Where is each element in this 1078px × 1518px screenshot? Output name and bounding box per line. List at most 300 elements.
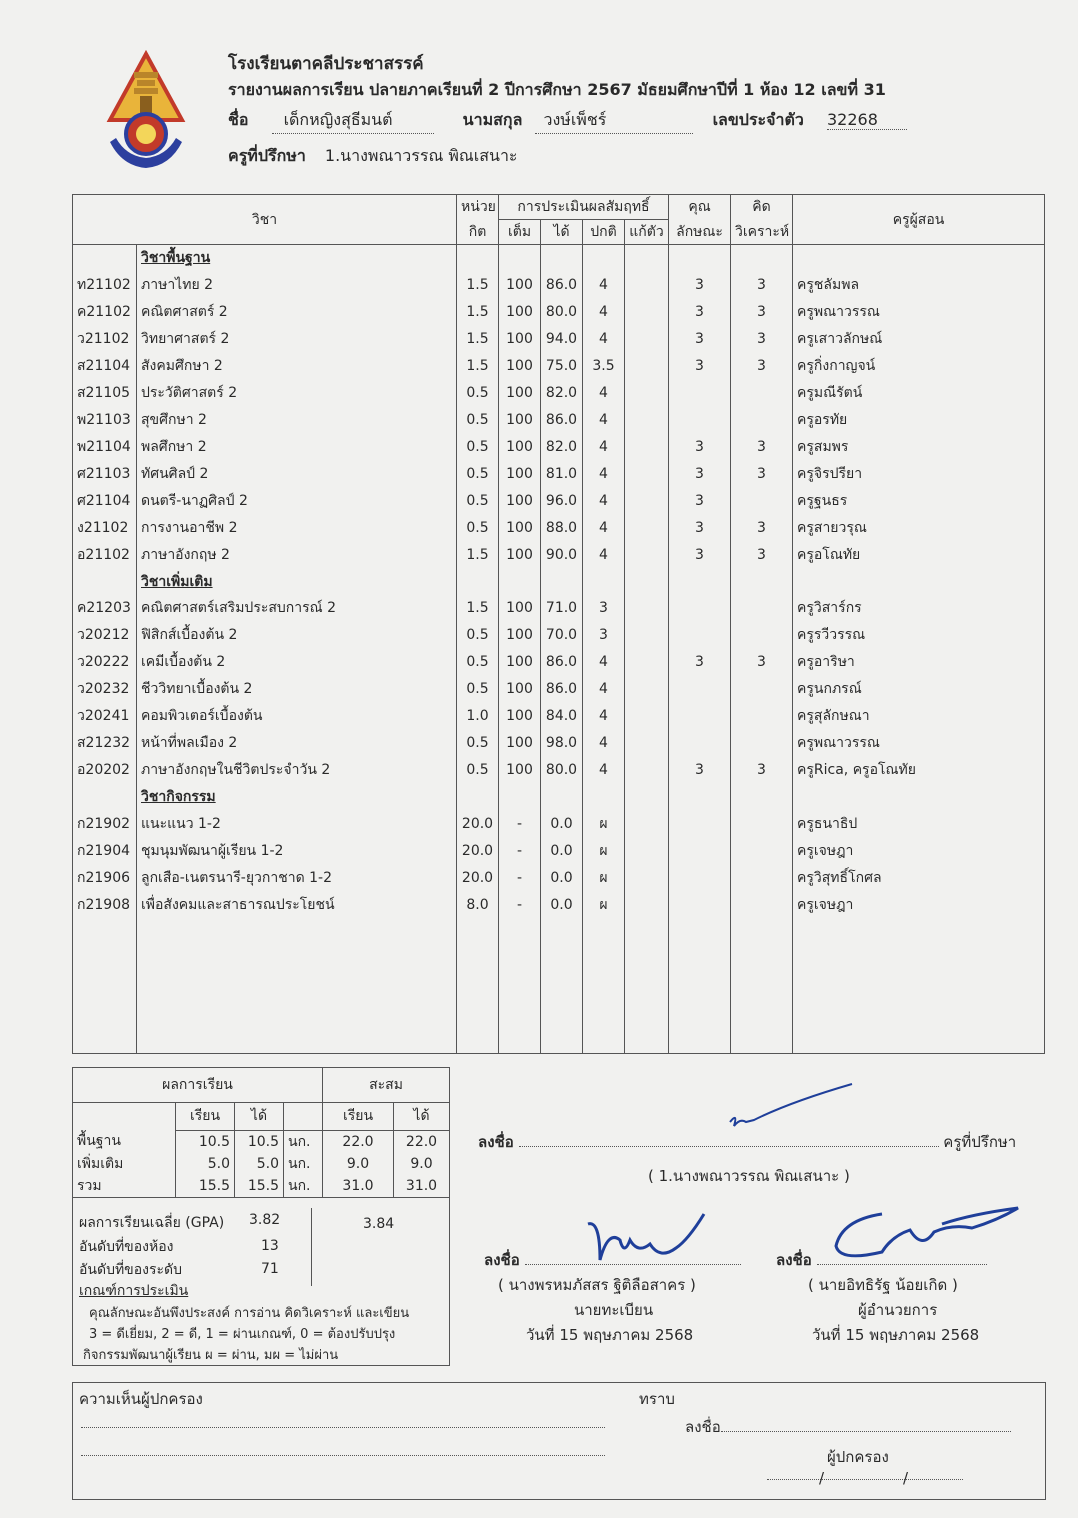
got-score: 90.0 xyxy=(541,541,583,568)
gpa-value: 3.82 xyxy=(249,1212,281,1228)
rank-room-value: 13 xyxy=(261,1238,279,1254)
table-row xyxy=(73,299,1045,326)
character-score xyxy=(669,380,731,407)
table-row xyxy=(73,649,1045,676)
teacher-name: ครูวิสุทธิ์โกศล xyxy=(793,864,1045,891)
got-score: 98.0 xyxy=(541,730,583,757)
character-score: 3 xyxy=(669,649,731,676)
character-score: 3 xyxy=(669,326,731,353)
grade: 4 xyxy=(583,460,625,487)
subject-name: คณิตศาสตร์ 2 xyxy=(137,299,457,326)
summary-row-basic: พื้นฐาน 10.5 10.5 นก. 22.0 22.0 xyxy=(73,1130,449,1153)
credit: 1.5 xyxy=(457,595,499,622)
header-got: ได้ xyxy=(541,220,583,245)
thinking-score xyxy=(731,676,793,703)
fix-grade xyxy=(625,864,669,891)
character-score xyxy=(669,864,731,891)
director-role: ผู้อำนวยการ xyxy=(858,1301,938,1319)
advisor-name: ( 1.นางพณาวรรณ พิณเสนาะ ) xyxy=(648,1167,850,1185)
teacher-name: ครูกิ่งกาญจน์ xyxy=(793,353,1045,380)
subject-code: ศ21104 xyxy=(73,487,137,514)
credit: 1.5 xyxy=(457,353,499,380)
header-credit-2: กิต xyxy=(457,220,499,245)
header-fix: แก้ตัว xyxy=(625,220,669,245)
thinking-score: 3 xyxy=(731,326,793,353)
got-score: 84.0 xyxy=(541,703,583,730)
credit: 0.5 xyxy=(457,649,499,676)
grade: ผ xyxy=(583,864,625,891)
table-row xyxy=(73,433,1045,460)
subject-name: ประวัติศาสตร์ 2 xyxy=(137,380,457,407)
table-row xyxy=(73,703,1045,730)
character-score: 3 xyxy=(669,433,731,460)
fix-grade xyxy=(625,460,669,487)
subject-name: ฟิสิกส์เบื้องต้น 2 xyxy=(137,622,457,649)
table-row xyxy=(73,380,1045,407)
director-signature-line: ลงชื่อ xyxy=(776,1248,987,1272)
subject-code: ศ21103 xyxy=(73,460,137,487)
got-score: 88.0 xyxy=(541,514,583,541)
teacher-name: ครูฐนธร xyxy=(793,487,1045,514)
subject-code: ส21105 xyxy=(73,380,137,407)
grade: 4 xyxy=(583,649,625,676)
thinking-score xyxy=(731,810,793,837)
header-normal: ปกติ xyxy=(583,220,625,245)
fix-grade xyxy=(625,595,669,622)
teacher-name: ครูสุลักษณา xyxy=(793,703,1045,730)
subject-code: ว21102 xyxy=(73,326,137,353)
director-date: วันที่ 15 พฤษภาคม 2568 xyxy=(812,1326,980,1344)
grade: 4 xyxy=(583,433,625,460)
grades-table xyxy=(72,194,1045,1054)
header-credit: หน่วย xyxy=(457,195,499,220)
credit: 8.0 xyxy=(457,891,499,918)
thinking-score xyxy=(731,703,793,730)
got-score: 70.0 xyxy=(541,622,583,649)
fix-grade xyxy=(625,810,669,837)
teacher-name: ครูนกภรณ์ xyxy=(793,676,1045,703)
grade: ผ xyxy=(583,837,625,864)
school-name: โรงเรียนตาคลีประชาสรรค์ xyxy=(228,54,424,74)
full-score: 100 xyxy=(499,460,541,487)
credit: 20.0 xyxy=(457,864,499,891)
full-score: 100 xyxy=(499,514,541,541)
section-title: วิชาพื้นฐาน xyxy=(137,245,457,272)
subject-code: ว20212 xyxy=(73,622,137,649)
empty-row xyxy=(73,918,1045,945)
fix-grade xyxy=(625,272,669,299)
character-score: 3 xyxy=(669,460,731,487)
got-score: 0.0 xyxy=(541,864,583,891)
subject-code: ก21906 xyxy=(73,864,137,891)
subject-code: ก21908 xyxy=(73,891,137,918)
full-score: 100 xyxy=(499,433,541,460)
subject-name: แนะแนว 1-2 xyxy=(137,810,457,837)
character-score xyxy=(669,837,731,864)
subject-name: ชีววิทยาเบื้องต้น 2 xyxy=(137,676,457,703)
table-row xyxy=(73,864,1045,891)
advisor-label: ครูที่ปรึกษา xyxy=(228,146,306,165)
fix-grade xyxy=(625,622,669,649)
got-score: 82.0 xyxy=(541,433,583,460)
full-score: - xyxy=(499,810,541,837)
summary-row-extra: เพิ่มเติม 5.0 5.0 นก. 9.0 9.0 xyxy=(73,1153,449,1175)
thinking-score xyxy=(731,864,793,891)
teacher-name: ครูมณีรัตน์ xyxy=(793,380,1045,407)
section-row xyxy=(73,783,1045,810)
credit: 1.0 xyxy=(457,703,499,730)
got-score: 96.0 xyxy=(541,487,583,514)
teacher-name: ครูพณาวรรณ xyxy=(793,730,1045,757)
summary-h-study: เรียน xyxy=(176,1102,235,1130)
character-score: 3 xyxy=(669,514,731,541)
parent-role: ผู้ปกครอง xyxy=(827,1448,889,1466)
surname-value: วงษ์เพ็ชร์ xyxy=(535,108,693,134)
thinking-score: 3 xyxy=(731,649,793,676)
summary-accum-title: สะสม xyxy=(323,1068,450,1102)
subject-code: อ21102 xyxy=(73,541,137,568)
table-row xyxy=(73,460,1045,487)
fix-grade xyxy=(625,757,669,784)
grade: 4 xyxy=(583,703,625,730)
header-full: เต็ม xyxy=(499,220,541,245)
thinking-score: 3 xyxy=(731,757,793,784)
full-score: 100 xyxy=(499,622,541,649)
section-title: วิชาเพิ่มเติม xyxy=(137,568,457,595)
thinking-score: 3 xyxy=(731,272,793,299)
subject-name: เคมีเบื้องต้น 2 xyxy=(137,649,457,676)
empty-row xyxy=(73,972,1045,999)
fix-grade xyxy=(625,649,669,676)
thinking-score xyxy=(731,595,793,622)
header-thinking-2: วิเคราะห์ xyxy=(731,220,793,245)
credit: 1.5 xyxy=(457,272,499,299)
grade: 4 xyxy=(583,541,625,568)
advisor-signature-line: ลงชื่อ ครูที่ปรึกษา xyxy=(478,1133,1017,1151)
header-subject: วิชา xyxy=(73,195,457,245)
got-score: 80.0 xyxy=(541,757,583,784)
teacher-name: ครูอโณทัย xyxy=(793,541,1045,568)
gpa-label: ผลการเรียนเฉลี่ย (GPA) xyxy=(79,1215,225,1231)
character-score xyxy=(669,730,731,757)
fix-grade xyxy=(625,730,669,757)
subject-name: ภาษาอังกฤษ 2 xyxy=(137,541,457,568)
summary-h-study-accum: เรียน xyxy=(323,1102,394,1130)
fix-grade xyxy=(625,541,669,568)
summary-row-total: รวม 15.5 15.5 นก. 31.0 31.0 xyxy=(73,1175,449,1198)
grade: 4 xyxy=(583,299,625,326)
table-row xyxy=(73,487,1045,514)
character-score xyxy=(669,595,731,622)
subject-code: ค21203 xyxy=(73,595,137,622)
full-score: 100 xyxy=(499,407,541,434)
credit: 20.0 xyxy=(457,810,499,837)
grade: 4 xyxy=(583,407,625,434)
subject-name: ภาษาอังกฤษในชีวิตประจำวัน 2 xyxy=(137,757,457,784)
got-score: 71.0 xyxy=(541,595,583,622)
table-row xyxy=(73,676,1045,703)
character-score: 3 xyxy=(669,757,731,784)
credit: 0.5 xyxy=(457,676,499,703)
grade: ผ xyxy=(583,891,625,918)
criteria-title: เกณฑ์การประเมิน xyxy=(79,1283,189,1299)
subject-code: ว20241 xyxy=(73,703,137,730)
school-logo xyxy=(104,50,188,174)
teacher-name: ครูอาริษา xyxy=(793,649,1045,676)
advisor-value: 1.นางพณาวรรณ พิณเสนาะ xyxy=(324,146,518,165)
header-character-2: ลักษณะ xyxy=(669,220,731,245)
grade: 4 xyxy=(583,757,625,784)
got-score: 86.0 xyxy=(541,649,583,676)
thinking-score: 3 xyxy=(731,460,793,487)
grade: 3 xyxy=(583,595,625,622)
table-row xyxy=(73,541,1045,568)
credit: 0.5 xyxy=(457,380,499,407)
advisor-line xyxy=(228,144,518,169)
subject-code: ส21104 xyxy=(73,353,137,380)
got-score: 0.0 xyxy=(541,891,583,918)
registrar-role: นายทะเบียน xyxy=(574,1301,654,1319)
grade: 4 xyxy=(583,380,625,407)
fix-grade xyxy=(625,514,669,541)
thinking-score: 3 xyxy=(731,433,793,460)
fix-grade xyxy=(625,380,669,407)
subject-code: ท21102 xyxy=(73,272,137,299)
character-score: 3 xyxy=(669,541,731,568)
character-score xyxy=(669,676,731,703)
subject-name: ทัศนศิลป์ 2 xyxy=(137,460,457,487)
table-row xyxy=(73,514,1045,541)
empty-row xyxy=(73,1026,1045,1054)
director-name: ( นายอิทธิรัฐ น้อยเกิด ) xyxy=(808,1276,958,1294)
got-score: 80.0 xyxy=(541,299,583,326)
fix-grade xyxy=(625,487,669,514)
full-score: 100 xyxy=(499,380,541,407)
subject-name: สุขศึกษา 2 xyxy=(137,407,457,434)
subject-code: ค21102 xyxy=(73,299,137,326)
credit: 1.5 xyxy=(457,326,499,353)
character-score: 3 xyxy=(669,272,731,299)
teacher-name: ครูเจษฎา xyxy=(793,891,1045,918)
table-row xyxy=(73,810,1045,837)
full-score: 100 xyxy=(499,730,541,757)
grade: 3.5 xyxy=(583,353,625,380)
criteria-line-1: คุณลักษณะอันพึงประสงค์ การอ่าน คิดวิเคราะห์ และเขียน xyxy=(89,1306,410,1321)
parent-opinion-label: ความเห็นผู้ปกครอง xyxy=(79,1390,203,1408)
credit: 0.5 xyxy=(457,730,499,757)
parent-signature-line: ลงชื่อ xyxy=(685,1415,1011,1439)
thinking-score xyxy=(731,407,793,434)
subject-name: ชุมนุมพัฒนาผู้เรียน 1-2 xyxy=(137,837,457,864)
thinking-score: 3 xyxy=(731,353,793,380)
fix-grade xyxy=(625,433,669,460)
credit: 1.5 xyxy=(457,299,499,326)
grade: 4 xyxy=(583,326,625,353)
credit: 1.5 xyxy=(457,541,499,568)
summary-h-got-accum: ได้ xyxy=(394,1102,450,1130)
section-title: วิชากิจกรรม xyxy=(137,783,457,810)
full-score: 100 xyxy=(499,703,541,730)
thinking-score: 3 xyxy=(731,514,793,541)
table-row xyxy=(73,622,1045,649)
header-teacher: ครูผู้สอน xyxy=(793,195,1045,245)
subject-code: ส21232 xyxy=(73,730,137,757)
credit: 20.0 xyxy=(457,837,499,864)
grade: ผ xyxy=(583,810,625,837)
thinking-score xyxy=(731,487,793,514)
table-row xyxy=(73,595,1045,622)
character-score: 3 xyxy=(669,299,731,326)
table-row xyxy=(73,837,1045,864)
credit: 0.5 xyxy=(457,514,499,541)
advisor-role: ครูที่ปรึกษา xyxy=(943,1133,1017,1151)
thinking-score: 3 xyxy=(731,299,793,326)
table-row xyxy=(73,407,1045,434)
section-row xyxy=(73,245,1045,272)
got-score: 0.0 xyxy=(541,810,583,837)
teacher-name: ครูจิรปรียา xyxy=(793,460,1045,487)
grade: 4 xyxy=(583,487,625,514)
summary-result-title: ผลการเรียน xyxy=(73,1068,323,1102)
name-label: ชื่อ xyxy=(228,110,249,129)
header-thinking: คิด xyxy=(731,195,793,220)
registrar-signature-mark xyxy=(580,1210,710,1270)
student-id-label: เลขประจำตัว xyxy=(712,110,804,129)
subject-name: วิทยาศาสตร์ 2 xyxy=(137,326,457,353)
subject-name: ลูกเสือ-เนตรนารี-ยุวกาชาด 1-2 xyxy=(137,864,457,891)
name-value: เด็กหญิงสุธีมนต์ xyxy=(272,108,434,134)
subject-code: ว20232 xyxy=(73,676,137,703)
got-score: 82.0 xyxy=(541,380,583,407)
full-score: 100 xyxy=(499,676,541,703)
full-score: 100 xyxy=(499,541,541,568)
full-score: 100 xyxy=(499,272,541,299)
credit: 0.5 xyxy=(457,460,499,487)
report-title: รายงานผลการเรียน ปลายภาคเรียนที่ 2 ปีการศึกษา 2567 มัธยมศึกษาปีที่ 1 ห้อง 12 เลขที่ 31 xyxy=(228,80,886,99)
credit: 0.5 xyxy=(457,487,499,514)
rank-room-label: อันดับที่ของห้อง xyxy=(79,1239,174,1255)
teacher-name: ครูRica, ครูอโณทัย xyxy=(793,757,1045,784)
fix-grade xyxy=(625,676,669,703)
empty-row xyxy=(73,999,1045,1026)
subject-code: พ21103 xyxy=(73,407,137,434)
fix-grade xyxy=(625,326,669,353)
rank-level-label: อันดับที่ของระดับ xyxy=(79,1262,183,1278)
character-score xyxy=(669,703,731,730)
grade: 4 xyxy=(583,676,625,703)
subject-code: อ20202 xyxy=(73,757,137,784)
grade: 4 xyxy=(583,514,625,541)
full-score: 100 xyxy=(499,487,541,514)
full-score: - xyxy=(499,864,541,891)
table-row xyxy=(73,730,1045,757)
criteria-line-3: กิจกรรมพัฒนาผู้เรียน ผ = ผ่าน, มผ = ไม่ผ่าน xyxy=(83,1348,339,1363)
teacher-name: ครูเจษฎา xyxy=(793,837,1045,864)
summary-credits-table xyxy=(73,1068,449,1198)
header-character: คุณ xyxy=(669,195,731,220)
subject-name: คณิตศาสตร์เสริมประสบการณ์ 2 xyxy=(137,595,457,622)
parent-opinion-box: ความเห็นผู้ปกครอง ทราบ ลงชื่อ ผู้ปกครอง / / xyxy=(72,1382,1046,1500)
subject-name: เพื่อสังคมและสาธารณประโยชน์ xyxy=(137,891,457,918)
character-score xyxy=(669,622,731,649)
surname-label: นามสกุล xyxy=(462,110,523,129)
director-signature-mark xyxy=(822,1200,1022,1270)
credit: 0.5 xyxy=(457,407,499,434)
got-score: 0.0 xyxy=(541,837,583,864)
empty-row xyxy=(73,945,1045,972)
full-score: 100 xyxy=(499,326,541,353)
thinking-score xyxy=(731,622,793,649)
teacher-name: ครูสมพร xyxy=(793,433,1045,460)
got-score: 86.0 xyxy=(541,676,583,703)
got-score: 94.0 xyxy=(541,326,583,353)
section-row xyxy=(73,568,1045,595)
table-row xyxy=(73,353,1045,380)
summary-h-got: ได้ xyxy=(235,1102,284,1130)
grade: 3 xyxy=(583,622,625,649)
full-score: - xyxy=(499,837,541,864)
parent-ack-label: ทราบ xyxy=(639,1390,675,1408)
subject-name: พลศึกษา 2 xyxy=(137,433,457,460)
teacher-name: ครูพณาวรรณ xyxy=(793,299,1045,326)
subject-name: คอมพิวเตอร์เบื้องต้น xyxy=(137,703,457,730)
table-row xyxy=(73,272,1045,299)
parent-date-line xyxy=(767,1479,963,1480)
teacher-name: ครูชลัมพล xyxy=(793,272,1045,299)
thinking-score: 3 xyxy=(731,541,793,568)
subject-name: หน้าที่พลเมือง 2 xyxy=(137,730,457,757)
full-score: 100 xyxy=(499,595,541,622)
summary-box xyxy=(72,1067,450,1366)
thinking-score xyxy=(731,891,793,918)
subject-code: ก21902 xyxy=(73,810,137,837)
character-score: 3 xyxy=(669,487,731,514)
table-row xyxy=(73,891,1045,918)
fix-grade xyxy=(625,407,669,434)
header-assessment: การประเมินผลสัมฤทธิ์ xyxy=(499,195,669,220)
got-score: 86.0 xyxy=(541,272,583,299)
subject-name: ดนตรี-นาฏศิลป์ 2 xyxy=(137,487,457,514)
teacher-name: ครูอรทัย xyxy=(793,407,1045,434)
got-score: 81.0 xyxy=(541,460,583,487)
student-id-value: 32268 xyxy=(827,110,907,130)
character-score xyxy=(669,891,731,918)
thinking-score xyxy=(731,730,793,757)
subject-code: พ21104 xyxy=(73,433,137,460)
full-score: 100 xyxy=(499,757,541,784)
got-score: 86.0 xyxy=(541,407,583,434)
teacher-name: ครูเสาวลักษณ์ xyxy=(793,326,1045,353)
gpa-accum-value: 3.84 xyxy=(363,1216,395,1232)
registrar-date: วันที่ 15 พฤษภาคม 2568 xyxy=(526,1326,694,1344)
character-score: 3 xyxy=(669,353,731,380)
table-row xyxy=(73,326,1045,353)
teacher-name: ครูรวีวรรณ xyxy=(793,622,1045,649)
advisor-signature-mark xyxy=(720,1082,860,1142)
student-info-line xyxy=(228,108,907,134)
credit: 0.5 xyxy=(457,433,499,460)
subject-name: การงานอาชีพ 2 xyxy=(137,514,457,541)
got-score: 75.0 xyxy=(541,353,583,380)
credit: 0.5 xyxy=(457,622,499,649)
character-score xyxy=(669,407,731,434)
thinking-score xyxy=(731,380,793,407)
full-score: 100 xyxy=(499,649,541,676)
fix-grade xyxy=(625,891,669,918)
subject-code: ว20222 xyxy=(73,649,137,676)
full-score: - xyxy=(499,891,541,918)
subject-name: ภาษาไทย 2 xyxy=(137,272,457,299)
